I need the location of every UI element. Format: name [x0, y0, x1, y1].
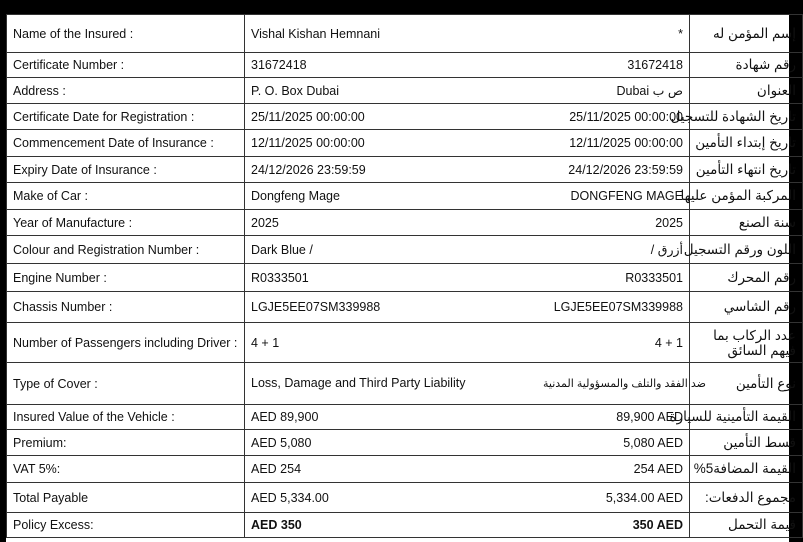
field-label-en: Chassis Number :	[7, 292, 245, 323]
field-label-ar: مجموع الدفعات:	[690, 483, 803, 513]
field-label-en: Name of the Insured :	[7, 15, 245, 53]
field-value-ar: LGJE5EE07SM339988	[537, 292, 690, 323]
field-value-en: AED 5,334.00	[245, 483, 538, 513]
field-label-en: VAT 5%:	[7, 456, 245, 483]
field-value-en: Vishal Kishan Hemnani	[245, 15, 538, 53]
field-label-ar: القيمة التأمينية للسيارة	[690, 405, 803, 430]
field-label-en: Total Payable	[7, 483, 245, 513]
field-value-en: AED 5,080	[245, 430, 538, 456]
field-value-ar: 89,900 AED	[537, 405, 690, 430]
field-value-ar: 350 AED	[537, 513, 690, 538]
field-label-ar: المركبة المؤمن عليها	[690, 183, 803, 210]
table-row	[7, 236, 803, 264]
field-value-ar: 31672418	[537, 53, 690, 78]
table-row	[7, 405, 803, 430]
field-label-ar: تاريخ انتهاء التأمين	[690, 157, 803, 183]
field-label-en: Premium:	[7, 430, 245, 456]
field-label-ar: اللون ورقم التسجيل	[690, 236, 803, 264]
field-value-ar: *	[537, 15, 690, 53]
field-label-en: Certificate Date for Registration :	[7, 104, 245, 130]
field-value-en: Loss, Damage and Third Party Liability	[245, 363, 538, 405]
certificate-table	[6, 14, 803, 538]
field-value-en: LGJE5EE07SM339988	[245, 292, 538, 323]
field-value-ar: 5,334.00 AED	[537, 483, 690, 513]
table-row	[7, 53, 803, 78]
field-value-en: 4 + 1	[245, 323, 538, 363]
field-value-ar: 5,080 AED	[537, 430, 690, 456]
field-value-ar: ضد الفقد والتلف والمسؤولية المدنية	[537, 363, 690, 405]
field-value-en: 31672418	[245, 53, 538, 78]
table-row	[7, 104, 803, 130]
field-label-ar: سنة الصنع	[690, 210, 803, 236]
table-row	[7, 456, 803, 483]
field-value-ar: R0333501	[537, 264, 690, 292]
field-value-ar: / أزرق	[537, 236, 690, 264]
field-label-en: Insured Value of the Vehicle :	[7, 405, 245, 430]
insurance-certificate	[6, 14, 796, 542]
field-label-ar: تاريخ إبتداء التأمين	[690, 130, 803, 157]
field-label-en: Make of Car :	[7, 183, 245, 210]
field-label-ar: إسم المؤمن له	[690, 15, 803, 53]
field-value-ar: Dubai ص ب	[537, 78, 690, 104]
table-row	[7, 183, 803, 210]
field-label-ar: تاريخ الشهادة للتسجيل	[690, 104, 803, 130]
field-label-en: Number of Passengers including Driver :	[7, 323, 245, 363]
field-label-en: Expiry Date of Insurance :	[7, 157, 245, 183]
field-label-ar: القيمة المضافة5%	[690, 456, 803, 483]
field-value-en: P. O. Box Dubai	[245, 78, 538, 104]
table-row	[7, 210, 803, 236]
field-value-ar: 4 + 1	[537, 323, 690, 363]
field-label-ar: عدد الركاب بما فيهم السائق	[690, 323, 803, 363]
table-row	[7, 430, 803, 456]
table-row	[7, 130, 803, 157]
field-value-en: Dark Blue /	[245, 236, 538, 264]
field-label-en: Type of Cover :	[7, 363, 245, 405]
field-value-ar: 254 AED	[537, 456, 690, 483]
table-row	[7, 78, 803, 104]
field-value-en: AED 254	[245, 456, 538, 483]
field-value-en: 2025	[245, 210, 538, 236]
field-value-ar: 2025	[537, 210, 690, 236]
field-label-ar: العنوان	[690, 78, 803, 104]
field-label-ar: قيمة التحمل	[690, 513, 803, 538]
field-label-en: Year of Manufacture :	[7, 210, 245, 236]
field-label-ar: رقم المحرك	[690, 264, 803, 292]
table-row	[7, 157, 803, 183]
field-value-en: AED 89,900	[245, 405, 538, 430]
table-row	[7, 483, 803, 513]
field-label-ar: قسط التأمين	[690, 430, 803, 456]
field-label-en: Policy Excess:	[7, 513, 245, 538]
table-row	[7, 513, 803, 538]
field-label-en: Address :	[7, 78, 245, 104]
field-value-en: 25/11/2025 00:00:00	[245, 104, 538, 130]
field-label-en: Certificate Number :	[7, 53, 245, 78]
table-row	[7, 15, 803, 53]
field-label-en: Commencement Date of Insurance :	[7, 130, 245, 157]
field-label-ar: رقم الشاسي	[690, 292, 803, 323]
field-value-en: 12/11/2025 00:00:00	[245, 130, 538, 157]
table-row	[7, 363, 803, 405]
field-label-ar: نوع التأمين	[690, 363, 803, 405]
field-label-ar: رقم شهادة	[690, 53, 803, 78]
table-row	[7, 323, 803, 363]
field-label-en: Engine Number :	[7, 264, 245, 292]
field-value-ar: 12/11/2025 00:00:00	[537, 130, 690, 157]
field-value-en: Dongfeng Mage	[245, 183, 538, 210]
field-value-en: 24/12/2026 23:59:59	[245, 157, 538, 183]
table-row	[7, 292, 803, 323]
field-label-en: Colour and Registration Number :	[7, 236, 245, 264]
field-value-ar: 24/12/2026 23:59:59	[537, 157, 690, 183]
field-value-ar: 25/11/2025 00:00:00	[537, 104, 690, 130]
table-row	[7, 264, 803, 292]
field-value-ar: DONGFENG MAGE	[537, 183, 690, 210]
field-value-en: AED 350	[245, 513, 538, 538]
field-value-en: R0333501	[245, 264, 538, 292]
